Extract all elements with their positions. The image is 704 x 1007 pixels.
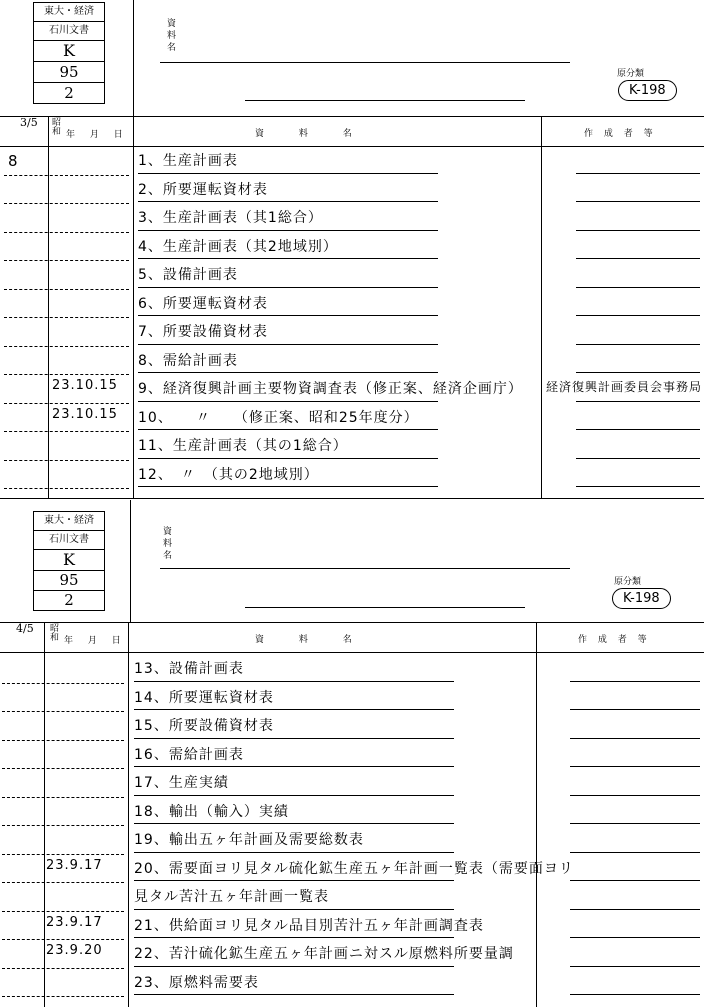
date-rule xyxy=(4,403,129,404)
author-rule xyxy=(576,287,700,288)
stamp-sub: 2 xyxy=(64,84,74,102)
class-label: 原分類 xyxy=(614,577,642,587)
entry-name: 3、生産計画表（其1総合） xyxy=(138,210,323,226)
author-rule xyxy=(576,372,700,373)
entry-underline xyxy=(134,852,454,853)
collection-stamp xyxy=(33,511,105,611)
date-rule xyxy=(4,431,129,432)
entry-underline xyxy=(138,458,438,459)
entry-name: 21、供給面ヨリ見タル品目別苦汁五ヶ年計画調査表 xyxy=(134,917,484,934)
date-rule xyxy=(2,939,124,940)
entry-underline xyxy=(134,681,454,682)
entry-underline xyxy=(138,401,438,402)
date-header: 年 月 日 xyxy=(66,130,129,140)
page-mark: 3/5 xyxy=(20,116,38,129)
name-header: 資 料 名 xyxy=(255,129,368,139)
author-rule xyxy=(576,458,700,459)
author-rule xyxy=(576,201,700,202)
entry-name: 6、所要運転資材表 xyxy=(138,295,268,312)
entry-underline xyxy=(134,880,454,881)
entry-author: 経済復興計画委員会事務局 xyxy=(546,380,703,394)
entry-name: 17、生産実績 xyxy=(134,775,229,791)
entry-name: 15、所要設備資材表 xyxy=(134,718,274,734)
meta-label: 資料名 xyxy=(167,19,177,53)
stamp-sub: 2 xyxy=(64,591,74,609)
author-header: 作 成 者 等 xyxy=(584,129,657,139)
entry-name: 18、輸出（輸入）実績 xyxy=(134,803,289,820)
author-rule xyxy=(570,937,700,938)
author-rule xyxy=(570,994,700,995)
entry-underline xyxy=(134,966,454,967)
author-rule xyxy=(570,795,700,796)
author-rule xyxy=(576,315,700,316)
entry-name: 2、所要運転資材表 xyxy=(138,181,268,198)
entry-underline xyxy=(134,709,454,710)
stamp-num: 95 xyxy=(34,62,104,83)
date-rule xyxy=(2,968,124,969)
author-rule xyxy=(576,258,700,259)
entry-date: 23.9.20 xyxy=(46,943,103,958)
entry-name: 5、設備計画表 xyxy=(138,267,238,283)
entry-date: 23.9.17 xyxy=(46,914,103,930)
author-rule xyxy=(576,401,700,402)
collection-stamp xyxy=(33,2,105,104)
name-header: 資 料 名 xyxy=(255,635,368,645)
author-rule xyxy=(570,766,700,767)
author-rule xyxy=(576,344,700,345)
entry-name: 19、輸出五ヶ年計画及需要総数表 xyxy=(134,832,364,848)
entry-name: 23、原燃料需要表 xyxy=(134,974,259,991)
entry-underline xyxy=(138,230,438,231)
date-header: 年 月 日 xyxy=(64,636,127,646)
entry-name: 8、需給計画表 xyxy=(138,352,238,369)
author-rule xyxy=(570,823,700,824)
era-label: 昭和 xyxy=(52,118,62,137)
date-rule xyxy=(2,825,124,826)
entry-date: 23.10.15 xyxy=(52,406,118,422)
entry-name: 10、 〃 （修正案、昭和25年度分） xyxy=(138,409,419,426)
entry-underline xyxy=(134,738,454,739)
entry-name: 7、所要設備資材表 xyxy=(138,324,268,340)
entry-underline xyxy=(138,201,438,202)
date-rule xyxy=(4,289,129,290)
date-rule xyxy=(4,175,129,176)
entry-name: 1、生産計画表 xyxy=(138,153,238,169)
meta-label: 資料名 xyxy=(163,527,173,561)
date-rule xyxy=(2,797,124,798)
author-rule xyxy=(570,909,700,910)
author-rule xyxy=(570,709,700,710)
date-rule xyxy=(2,854,124,855)
entry-name: 4、生産計画表（其2地域別） xyxy=(138,238,338,255)
entry-underline xyxy=(138,258,438,259)
date-rule xyxy=(4,374,129,375)
date-rule xyxy=(4,203,129,204)
entry-underline xyxy=(138,344,438,345)
date-rule xyxy=(4,460,129,461)
author-rule xyxy=(570,966,700,967)
entry-name: 20、需要面ヨリ見タル硫化鉱生産五ヶ年計画一覧表（需要面ヨリ xyxy=(134,860,574,877)
entry-underline xyxy=(138,372,438,373)
date-rule xyxy=(4,488,129,489)
entry-underline xyxy=(134,937,454,938)
stamp-collection: 石川文書 xyxy=(34,531,104,550)
author-rule xyxy=(576,429,700,430)
entry-underline xyxy=(138,287,438,288)
stamp-code: K xyxy=(34,41,104,62)
entry-underline xyxy=(138,315,438,316)
entry-name: 見タル苦汁五ヶ年計画一覧表 xyxy=(134,889,329,905)
date-rule xyxy=(2,882,124,883)
date-rule xyxy=(4,317,129,318)
entry-underline xyxy=(138,173,438,174)
date-rule xyxy=(2,683,124,684)
author-header: 作 成 者 等 xyxy=(578,635,651,645)
class-value: K-198 xyxy=(618,80,677,101)
date-rule xyxy=(4,346,129,347)
entry-date: 23.9.17 xyxy=(46,857,103,873)
stamp-num: 95 xyxy=(34,571,104,591)
author-rule xyxy=(570,852,700,853)
entry-underline xyxy=(138,429,438,430)
entry-name: 22、苦汁硫化鉱生産五ヶ年計画ニ対スル原燃料所要量調 xyxy=(134,946,514,962)
entry-name: 11、生産計画表（其の1総合） xyxy=(138,438,348,454)
date-rule xyxy=(2,911,124,912)
stamp-code: K xyxy=(34,550,104,571)
author-rule xyxy=(576,173,700,174)
author-rule xyxy=(570,738,700,739)
stamp-collection: 石川文書 xyxy=(34,22,104,41)
author-rule xyxy=(570,880,700,881)
entry-underline xyxy=(134,823,454,824)
left-mark: 8 xyxy=(8,152,19,170)
stamp-org: 東大・経済 xyxy=(34,512,104,531)
date-rule xyxy=(2,996,124,997)
date-rule xyxy=(2,768,124,769)
entry-date: 23.10.15 xyxy=(52,378,118,393)
entry-underline xyxy=(138,486,438,487)
date-rule xyxy=(2,711,124,712)
entry-underline xyxy=(134,795,454,796)
entry-name: 13、設備計画表 xyxy=(134,661,244,677)
entry-underline xyxy=(134,766,454,767)
date-rule xyxy=(2,740,124,741)
date-rule xyxy=(4,260,129,261)
entry-name: 9、経済復興計画主要物資調査表（修正案、経済企画庁） xyxy=(138,381,523,397)
entry-underline xyxy=(134,909,454,910)
era-label: 昭和 xyxy=(50,624,60,643)
author-rule xyxy=(570,681,700,682)
entry-name: 16、需給計画表 xyxy=(134,746,244,763)
entry-name: 12、 〃 （其の2地域別） xyxy=(138,466,319,483)
author-rule xyxy=(576,230,700,231)
class-value: K-198 xyxy=(612,588,671,609)
entry-name: 14、所要運転資材表 xyxy=(134,689,274,706)
page-mark: 4/5 xyxy=(16,622,34,635)
class-label: 原分類 xyxy=(617,69,645,79)
author-rule xyxy=(576,486,700,487)
entry-underline xyxy=(134,994,454,995)
stamp-org: 東大・経済 xyxy=(34,3,104,22)
date-rule xyxy=(4,232,129,233)
